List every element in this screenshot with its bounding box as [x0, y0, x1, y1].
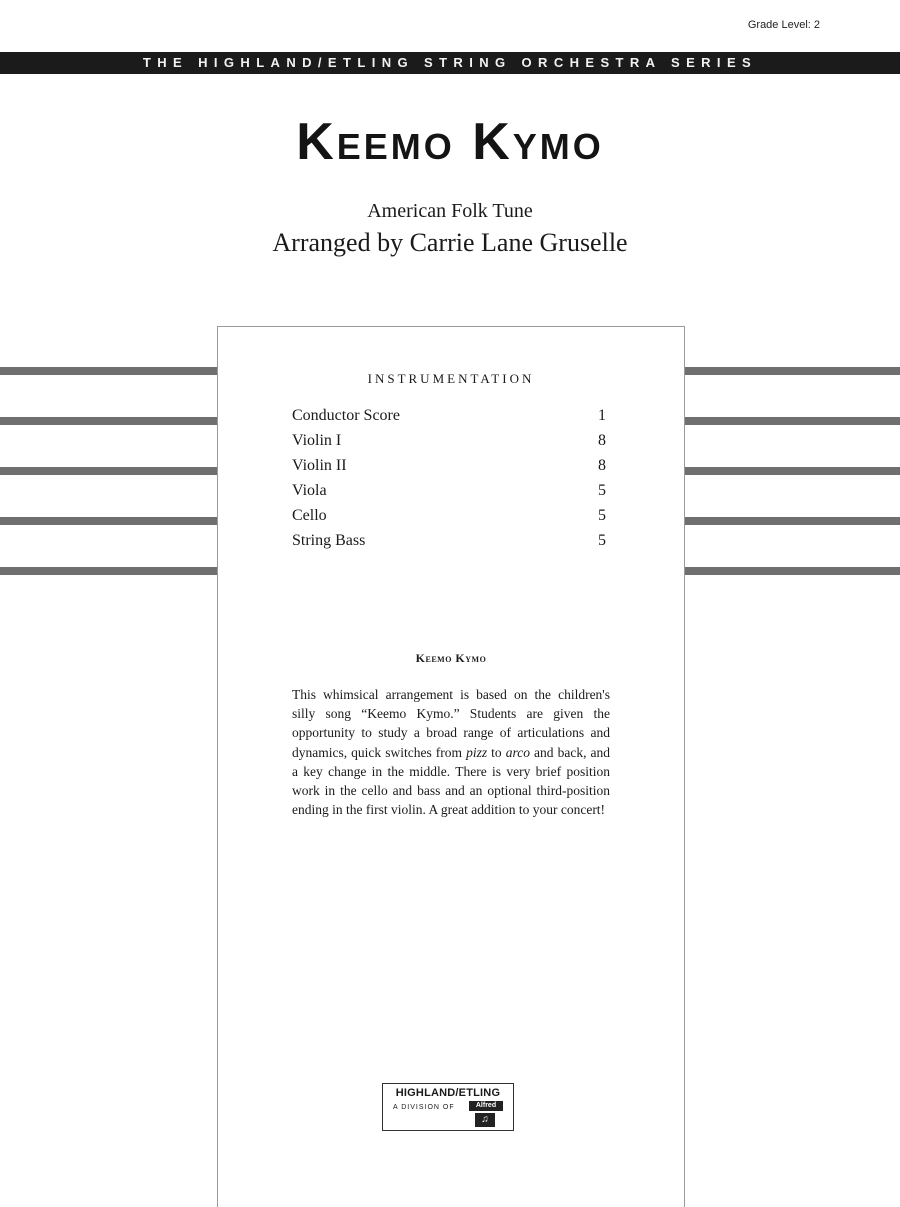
info-panel [217, 326, 685, 1207]
staff-line [684, 467, 900, 475]
instrument-name: Violin I [292, 432, 342, 449]
series-banner: THE HIGHLAND/ETLING STRING ORCHESTRA SERIES [0, 52, 900, 74]
instrument-name: Viola [292, 482, 327, 499]
description-title: Keemo Kymo [415, 651, 487, 665]
publisher-division: A DIVISION OF [393, 1104, 455, 1111]
alfred-logo: Alfred [469, 1101, 503, 1111]
instrument-name: Cello [292, 507, 327, 524]
instrument-row [292, 503, 606, 528]
alfred-emblem-icon: ♫ [475, 1113, 495, 1127]
grade-level: Grade Level: 2 [747, 19, 820, 31]
subtitle: American Folk Tune [367, 200, 533, 222]
instrument-row [292, 403, 606, 428]
staff-line [684, 367, 900, 375]
instrument-count: 8 [598, 432, 606, 449]
staff-line [0, 567, 218, 575]
staff-line [0, 467, 218, 475]
staff-line [0, 417, 218, 425]
publisher-name: HIGHLAND/ETLING [395, 1087, 501, 1099]
description-part: and back, and a key change in the middle. There is very brief position work in the cello and bass and an optional third-position ending in the first violin. A great addition to your concert! [292, 744, 610, 818]
instrumentation-heading: INSTRUMENTATION [367, 371, 535, 386]
page-title: Keemo Kymo [296, 113, 604, 171]
staff-line [0, 517, 218, 525]
staff-line [684, 567, 900, 575]
instrument-name: String Bass [292, 532, 366, 549]
description-part: to [487, 744, 506, 760]
instrument-name: Conductor Score [292, 407, 400, 424]
description-part: This whimsical arrangement is based on the children's silly song “Keemo Kymo.” Students are given the opportunity to study a broad range of articulations and dynamics, quick switches from [292, 687, 610, 760]
instrument-count: 5 [598, 507, 606, 524]
instrument-count: 8 [598, 457, 606, 474]
instrument-count: 1 [598, 407, 606, 424]
arranger-credit: Arranged by Carrie Lane Gruselle [272, 228, 628, 257]
instrumentation-list [292, 403, 606, 553]
instrument-count: 5 [598, 482, 606, 499]
publisher-logo [382, 1083, 514, 1131]
staff-line [684, 517, 900, 525]
arco-term: arco [505, 744, 530, 760]
instrument-row [292, 478, 606, 503]
instrument-name: Violin II [292, 457, 347, 474]
instrument-row [292, 453, 606, 478]
staff-line [684, 417, 900, 425]
pizz-term: pizz [466, 744, 488, 760]
instrument-count: 5 [598, 532, 606, 549]
instrument-row [292, 528, 606, 553]
description-text [292, 685, 610, 819]
staff-line [0, 367, 218, 375]
instrument-row [292, 428, 606, 453]
